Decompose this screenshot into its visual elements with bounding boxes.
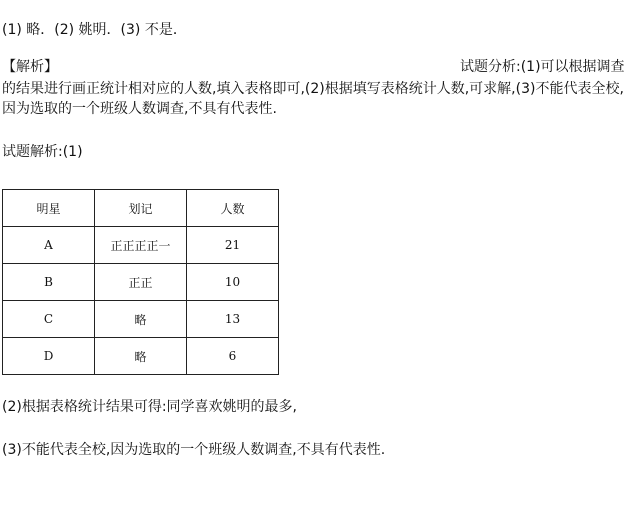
table-row: [3, 301, 279, 338]
analysis-label: 试题分析:(1)可以根据调查: [460, 59, 625, 75]
conclusion-part-3: (3)不能代表全校,因为选取的一个班级人数调查,不具有代表性.: [2, 442, 386, 458]
table-header-cell: 明星: [3, 190, 95, 227]
table-cell: 正正正正一: [95, 227, 187, 264]
detail-heading: 试题解析:(1): [2, 144, 83, 160]
table-row: [3, 338, 279, 375]
answer-line: (1) 略．(2) 姚明．(3) 不是．: [2, 22, 187, 38]
table-header-row: [3, 190, 279, 227]
table-cell: 略: [95, 301, 187, 338]
table-cell: B: [3, 264, 95, 301]
table-cell: 略: [95, 338, 187, 375]
table-cell: 10: [187, 264, 279, 301]
table-header-cell: 人数: [187, 190, 279, 227]
table-cell: D: [3, 338, 95, 375]
tally-table: [2, 189, 279, 375]
table-cell: 6: [187, 338, 279, 375]
table-cell: 21: [187, 227, 279, 264]
conclusion-part-2: (2)根据表格统计结果可得:同学喜欢姚明的最多,: [2, 399, 297, 415]
analysis-body: 的结果进行画正统计相对应的人数,填入表格即可,(2)根据填写表格统计人数,可求解,(3)不能代表全校,因为选取的一个班级人数调查,不具有代表性.: [2, 81, 624, 117]
table-header-cell: 划记: [95, 190, 187, 227]
table-cell: C: [3, 301, 95, 338]
table-cell: 13: [187, 301, 279, 338]
table-cell: 正正: [95, 264, 187, 301]
table-row: [3, 227, 279, 264]
table-cell: A: [3, 227, 95, 264]
table-row: [3, 264, 279, 301]
solution-heading: 【解析】: [2, 59, 58, 75]
